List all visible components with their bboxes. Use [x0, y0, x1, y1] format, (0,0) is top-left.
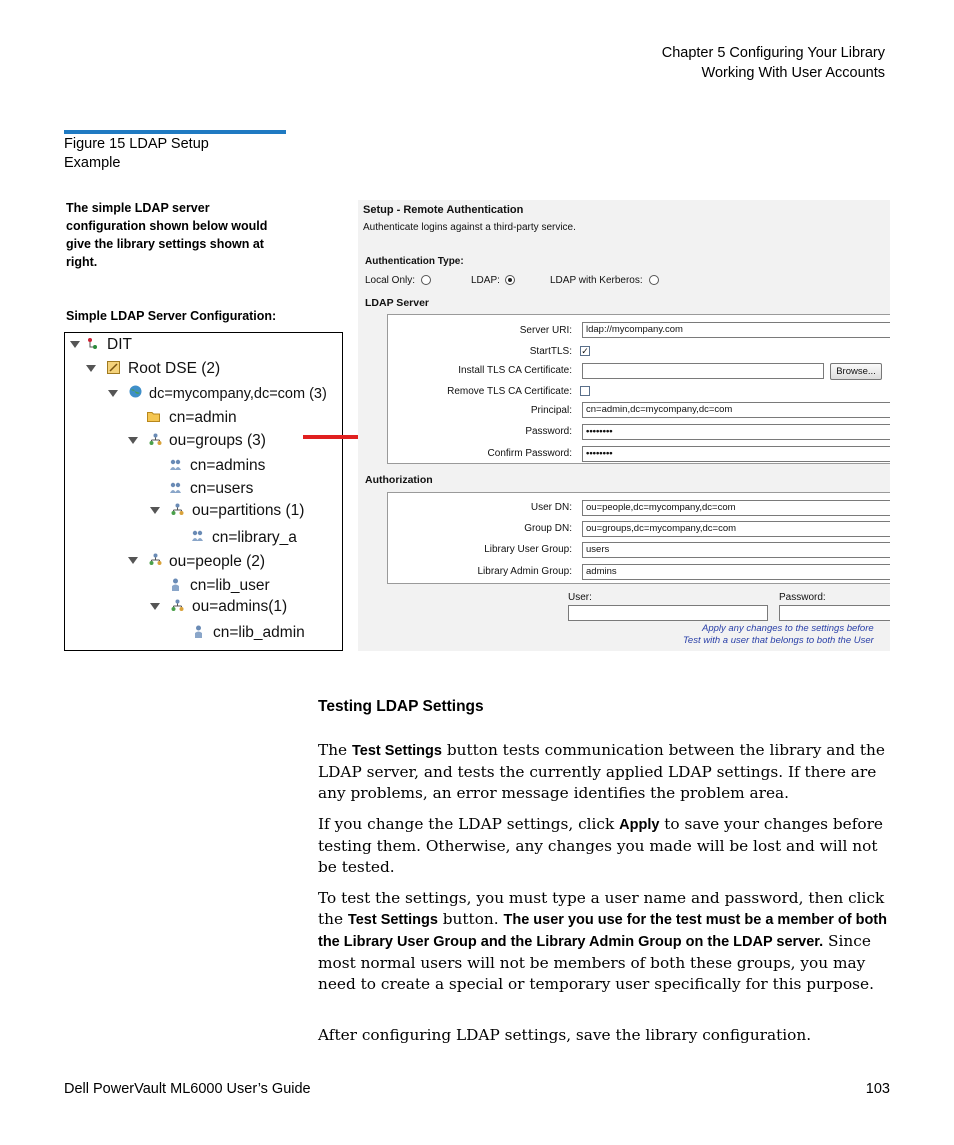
page-number: 103 [865, 1081, 890, 1097]
password-label: Password: [525, 426, 572, 437]
test-password-input[interactable] [779, 605, 890, 621]
local-only-radio[interactable] [421, 275, 431, 285]
radio-label-ldap: LDAP: [471, 275, 500, 286]
tree-node-label[interactable]: cn=users [190, 480, 254, 497]
footer-guide-title: Dell PowerVault ML6000 User’s Guide [64, 1081, 311, 1097]
tree-node-label[interactable]: cn=admins [190, 457, 266, 474]
body-paragraph-4: After configuring LDAP settings, save the library configuration. [318, 1026, 812, 1044]
group-icon [191, 529, 204, 542]
tree-node-label[interactable]: ou=people (2) [169, 553, 266, 570]
folder-icon [147, 410, 160, 423]
tree-node-label[interactable]: cn=library_a [212, 529, 297, 546]
body-text: button. [437, 910, 504, 928]
expand-toggle-icon[interactable] [128, 557, 138, 564]
expand-toggle-icon[interactable] [108, 390, 118, 397]
figure-caption [64, 135, 209, 173]
hint-apply: Apply any changes to the settings before [702, 623, 874, 634]
tree-node-label[interactable]: cn=admin [169, 409, 237, 426]
expand-toggle-icon[interactable] [128, 437, 138, 444]
expand-toggle-icon[interactable] [70, 341, 80, 348]
panel-subtitle: Authenticate logins against a third-party service. [363, 222, 576, 233]
org-unit-icon [171, 599, 184, 612]
install-ca-label: Install TLS CA Certificate: [458, 365, 572, 376]
admin-group-label: Library Admin Group: [477, 566, 572, 577]
remove-ca-checkbox[interactable] [580, 386, 590, 396]
tree-node-label[interactable]: ou=admins(1) [192, 598, 288, 615]
body-paragraph-3 [318, 888, 890, 995]
install-ca-input[interactable] [582, 363, 824, 379]
ldap-radio[interactable] [505, 275, 515, 285]
figure-note [66, 199, 267, 271]
radio-label-local: Local Only: [365, 275, 416, 286]
section-title: Working With User Accounts [701, 65, 885, 81]
radio-label-kerberos: LDAP with Kerberos: [550, 275, 643, 286]
panel-title: Setup - Remote Authentication [363, 204, 524, 216]
confirm-password-input[interactable]: •••••••• [582, 446, 890, 462]
figure-note-line: The simple LDAP server [66, 201, 210, 215]
group-dn-input[interactable]: ou=groups,dc=mycompany,dc=com [582, 521, 890, 537]
body-text: The [318, 741, 352, 759]
person-icon [169, 578, 182, 591]
org-unit-icon [149, 553, 162, 566]
user-group-input[interactable]: users [582, 542, 890, 558]
ldap-kerberos-radio[interactable] [649, 275, 659, 285]
tree-title: Simple LDAP Server Configuration: [66, 309, 277, 323]
ui-term-test-settings: Test Settings [347, 912, 438, 928]
auth-type-label: Authentication Type: [365, 256, 464, 267]
group-dn-label: Group DN: [524, 523, 572, 534]
principal-input[interactable]: cn=admin,dc=mycompany,dc=com [582, 402, 890, 418]
test-user-label: User: [568, 592, 592, 603]
emphasis-text: The user you use for the test must be a member of both the Library User Group and the Library Admin Group on the LDAP server. [318, 912, 887, 950]
ui-term-test-settings: Test Settings [351, 743, 442, 759]
password-input[interactable]: •••••••• [582, 424, 890, 440]
body-text: Since most normal users will not be members of both these groups, you may need to create a special or temporary user specifically for this purpose. [318, 932, 874, 993]
admin-group-input[interactable]: admins [582, 564, 890, 580]
server-uri-label: Server URI: [519, 325, 572, 336]
figure-note-line: give the library settings shown at [66, 237, 264, 251]
tree-node-label[interactable]: Root DSE (2) [128, 360, 221, 377]
figure-caption-line: Example [64, 155, 121, 171]
remote-auth-panel [358, 200, 890, 651]
body-paragraph-2 [318, 814, 890, 878]
test-user-input[interactable] [568, 605, 768, 621]
root-dse-icon [107, 361, 120, 374]
user-group-label: Library User Group: [484, 544, 572, 555]
tree-node-label[interactable]: ou=partitions (1) [192, 502, 305, 519]
group-icon [169, 481, 182, 494]
body-text: to save your changes before testing them. Otherwise, any changes you made will be lost and will not be tested. [318, 815, 883, 876]
figure-caption-line: Figure 15 LDAP Setup [64, 136, 209, 152]
section-heading: Testing LDAP Settings [318, 698, 484, 715]
principal-label: Principal: [530, 405, 572, 416]
body-text: button tests communication between the library and the LDAP server, and tests the currently applied LDAP settings. If there are any problems, an error message identifies the problem area. [318, 741, 885, 802]
ldap-server-heading: LDAP Server [365, 297, 430, 309]
chapter-title: Chapter 5 Configuring Your Library [661, 45, 885, 61]
user-dn-input[interactable]: ou=people,dc=mycompany,dc=com [582, 500, 890, 516]
figure-note-line: right. [66, 255, 98, 269]
group-icon [169, 458, 182, 471]
figure-accent-bar [64, 130, 286, 134]
starttls-checkbox[interactable]: ✓ [581, 346, 589, 356]
tree-node-label[interactable]: cn=lib_admin [213, 624, 305, 641]
test-password-label: Password: [779, 592, 826, 603]
body-paragraph-1 [318, 740, 890, 804]
expand-toggle-icon[interactable] [150, 507, 160, 514]
expand-toggle-icon[interactable] [150, 603, 160, 610]
hint-test-user: Test with a user that belongs to both the User [683, 635, 874, 646]
tree-node-label[interactable]: dc=mycompany,dc=com (3) [149, 386, 327, 402]
figure-note-line: configuration shown below would [66, 219, 268, 233]
browse-button[interactable]: Browse... [830, 363, 882, 380]
starttls-label: StartTLS: [529, 346, 572, 357]
user-dn-label: User DN: [530, 502, 572, 513]
org-unit-icon [171, 503, 184, 516]
confirm-password-label: Confirm Password: [487, 448, 572, 459]
page-header [662, 43, 885, 83]
dit-icon [86, 337, 99, 350]
globe-icon [129, 385, 142, 398]
body-text: If you change the LDAP settings, click [318, 815, 620, 833]
org-unit-icon [149, 433, 162, 446]
ldap-tree [64, 332, 343, 651]
expand-toggle-icon[interactable] [86, 365, 96, 372]
tree-node-label[interactable]: cn=lib_user [190, 577, 270, 594]
ui-term-apply: Apply [619, 817, 660, 833]
authorization-heading: Authorization [365, 474, 433, 486]
person-icon [192, 625, 205, 638]
remove-ca-label: Remove TLS CA Certificate: [447, 386, 572, 397]
body-text: To test the settings, you must type a user name and password, then click the [318, 889, 885, 928]
tree-node-label[interactable]: DIT [107, 336, 132, 353]
server-uri-input[interactable]: ldap://mycompany.com [582, 322, 890, 338]
tree-node-label[interactable]: ou=groups (3) [169, 432, 266, 449]
